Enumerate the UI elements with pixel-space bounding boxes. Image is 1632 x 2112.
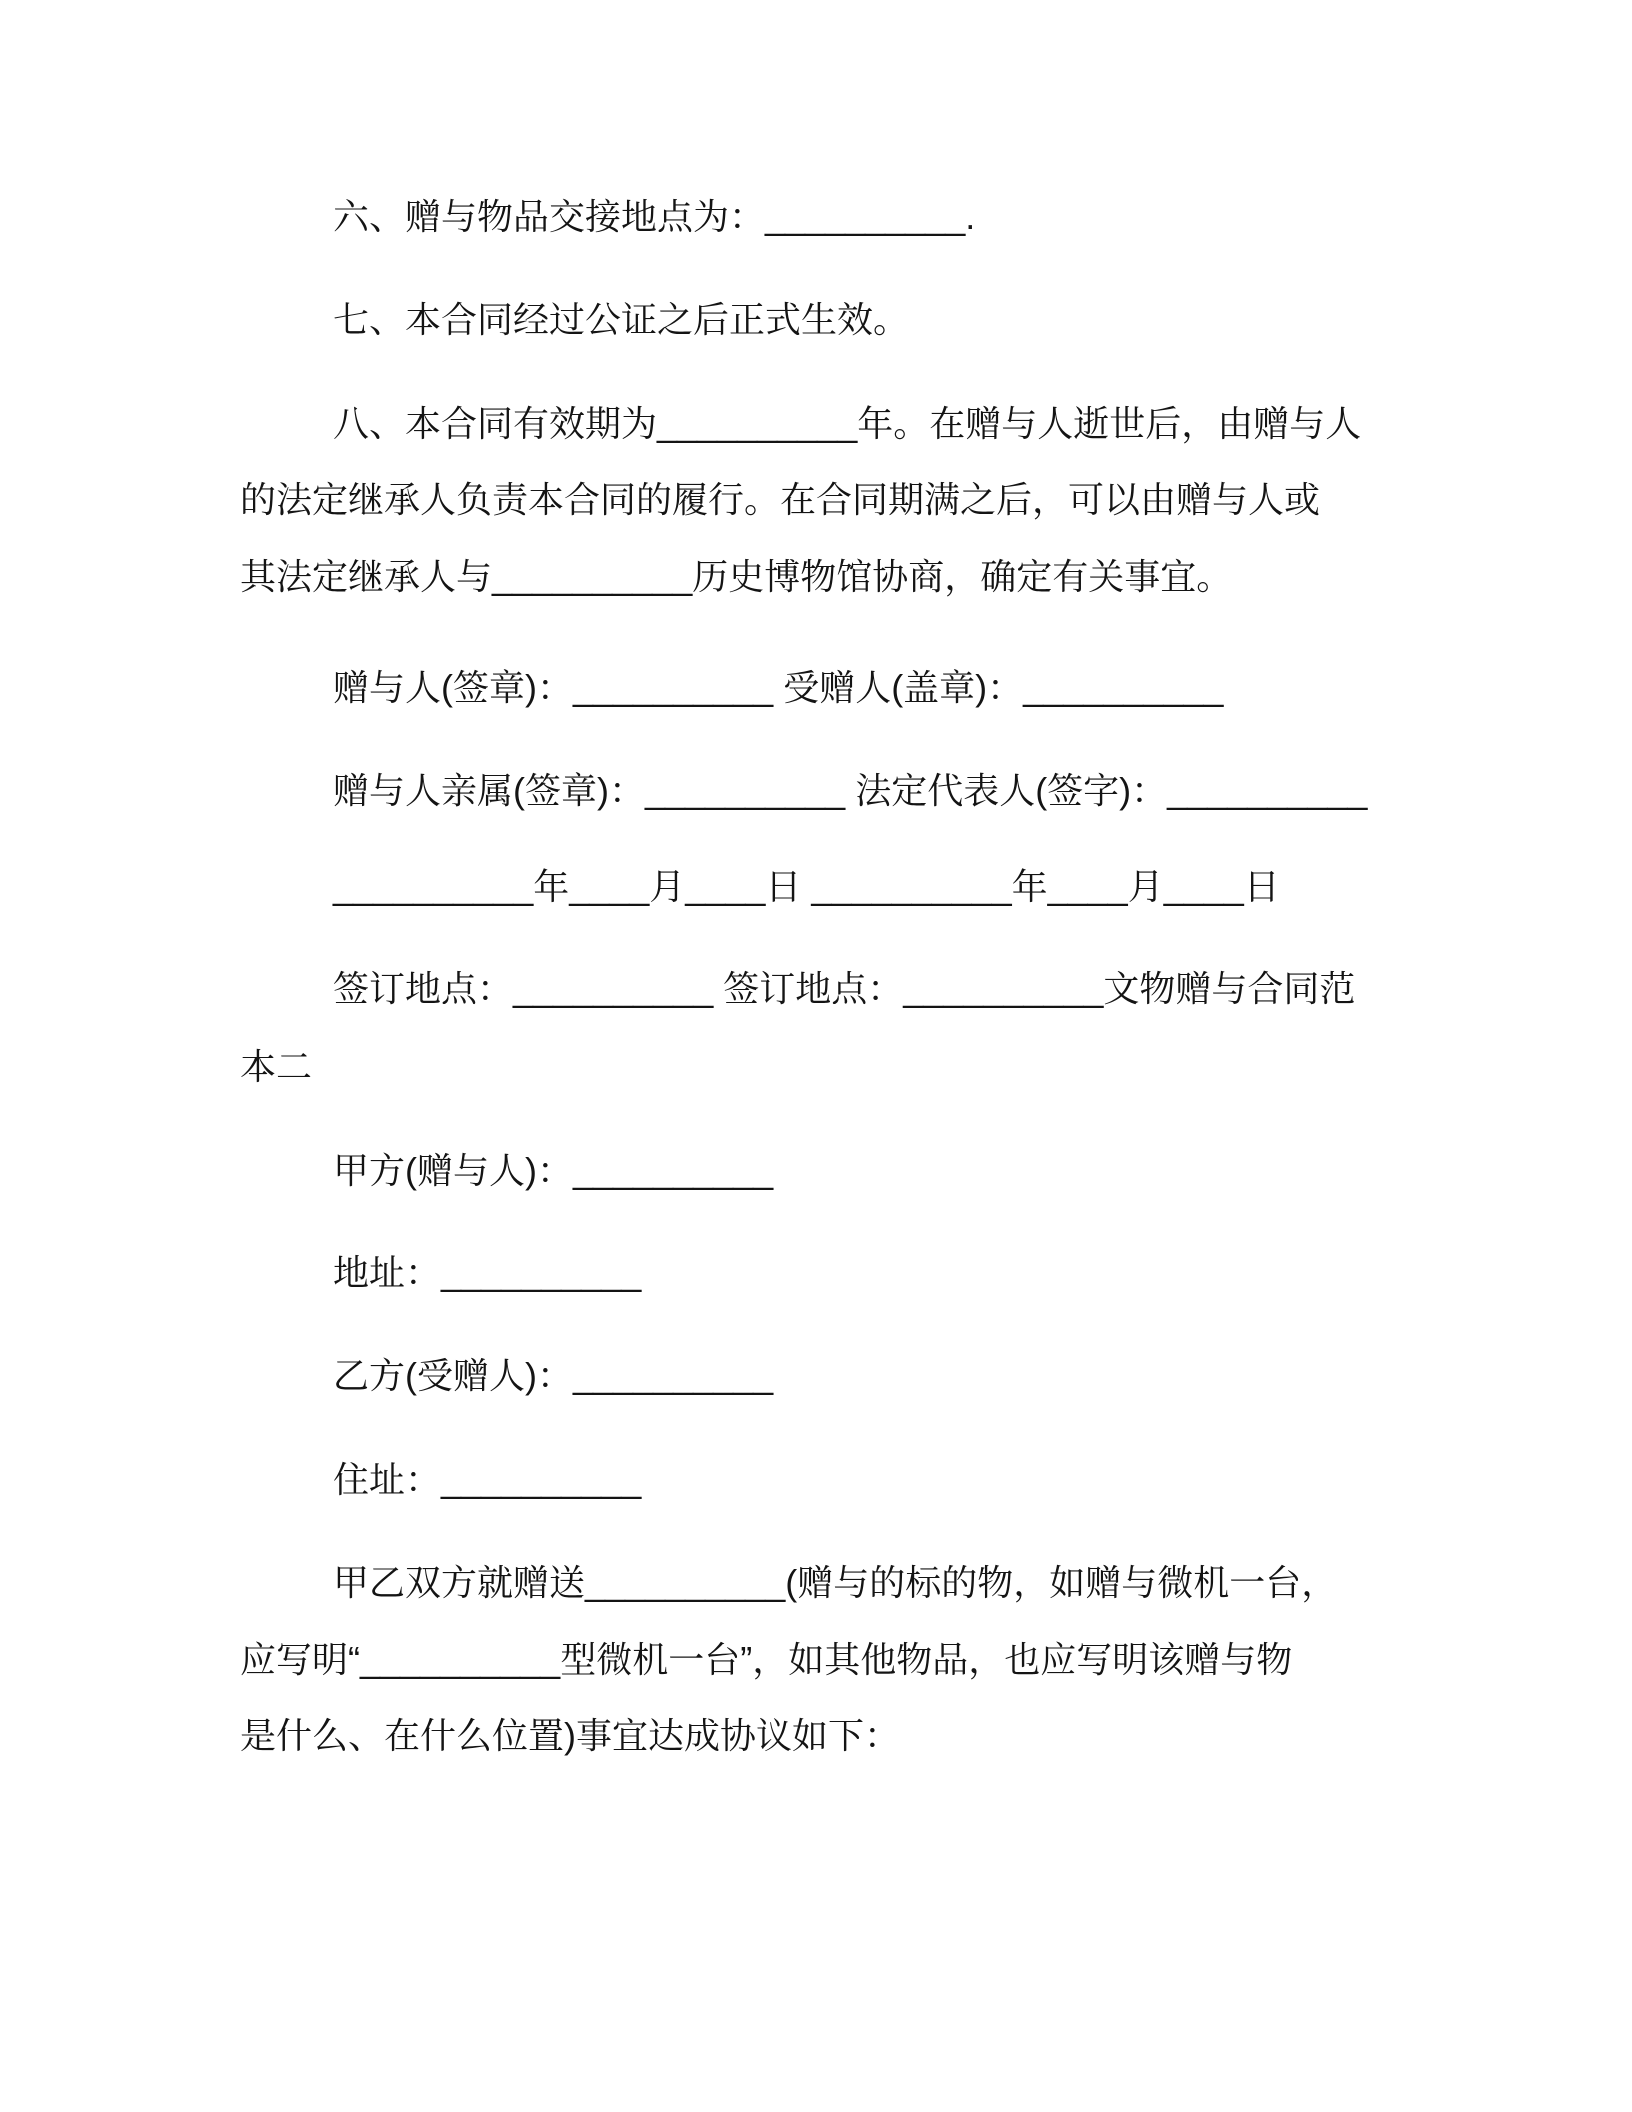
signature-dates: __________年____月____日 __________年____月____日 — [333, 866, 1280, 907]
signing-location-line-1: 签订地点：__________ 签订地点：__________文物赠与合同范 — [333, 968, 1356, 1009]
clause-eight-validity-line-2: 的法定继承人负责本合同的履行。在合同期满之后，可以由赠与人或 — [240, 479, 1321, 520]
agreement-intro-line-2: 应写明“__________型微机一台”，如其他物品，也应写明该赠与物 — [240, 1639, 1293, 1680]
agreement-intro-line-3: 是什么、在什么位置)事宜达成协议如下： — [240, 1715, 900, 1756]
party-a-donor: 甲方(赠与人)：__________ — [333, 1150, 774, 1191]
party-a-address: 地址：__________ — [333, 1252, 642, 1293]
signature-relative-representative: 赠与人亲属(签章)：__________ 法定代表人(签字)：__________ — [333, 770, 1368, 811]
agreement-intro-line-1: 甲乙双方就赠送__________(赠与的标的物，如赠与微机一台， — [333, 1562, 1338, 1603]
clause-eight-validity-line-3: 其法定继承人与__________历史博物馆协商，确定有关事宜。 — [240, 556, 1233, 597]
clause-seven-effectiveness: 七、本合同经过公证之后正式生效。 — [333, 299, 910, 340]
party-b-recipient: 乙方(受赠人)：__________ — [333, 1355, 774, 1396]
clause-six-handover-location: 六、赠与物品交接地点为：__________. — [333, 196, 976, 237]
party-b-address: 住址：__________ — [333, 1459, 642, 1500]
clause-eight-validity-line-1: 八、本合同有效期为__________年。在赠与人逝世后，由赠与人 — [333, 403, 1362, 444]
signature-donor-recipient: 赠与人(签章)：__________ 受赠人(盖章)：__________ — [333, 667, 1224, 708]
signing-location-line-2: 本二 — [240, 1046, 313, 1087]
